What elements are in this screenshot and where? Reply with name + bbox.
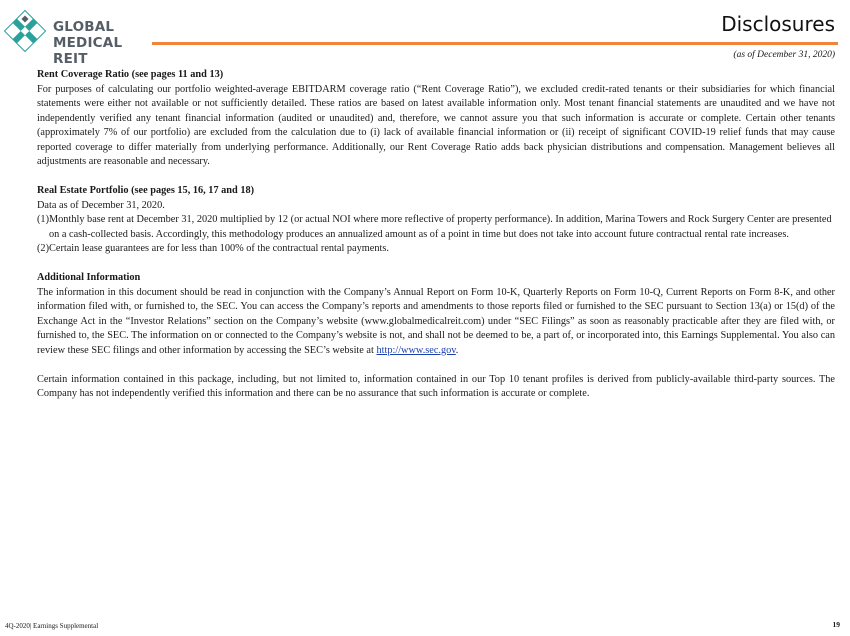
spacer [37,358,835,373]
footnote-item [37,213,835,242]
footnote-number: (1) [37,214,50,225]
page-number: 19 [832,620,840,629]
additional-info-heading: Additional Information [37,272,141,283]
footer-label: 4Q-2020| Earnings Supplemental [5,622,99,630]
footnote-item [37,242,835,257]
third-party-paragraph: Certain information contained in this package, including, but not limited to, information contained in our Top 10 tenant profiles is derived from publicly-available third-party sources. The Company has not independently verified this information and there can be no assurance that such information is accurate or complete. [37,373,835,399]
logo-line-1: GLOBAL [53,19,115,35]
additional-info-text: The information in this document should be read in conjunction with the Company’s Annual Report on Form 10-K, Quarterly Reports on Form 10-Q, Current Reports on Form 8-K, and other information filed with, or furnished to, the SEC. You can access the Company’s reports and amendments to those reports filed or furnished to the SEC pursuant to Section 13(a) or 15(d) of the Exchange Act in the “Investor Relations” section on the Company’s website (www.globalmedicalreit.com) under “SEC Filings” as soon as reasonably practicable after they are filed with, or furnished to, the SEC. The information on or connected to the Company’s website is not, and shall not be deemed to be, a part of, or incorporated into, this Earnings Supplemental. You also can review these SEC filings and other information by accessing the SEC’s website at [37,286,835,356]
real-estate-data-date: Data as of December 31, 2020. [37,199,165,211]
logo-line-2: MEDICAL REIT [53,35,123,67]
spacer [37,170,835,185]
logo-text [53,19,153,67]
spacer [37,257,835,272]
real-estate-heading: Real Estate Portfolio (see pages 15, 16, 17 and 18) [37,185,255,196]
footnote-number: (2) [37,243,50,254]
company-logo [3,9,153,67]
rent-coverage-paragraph: For purposes of calculating our portfolio weighted-average EBITDARM coverage ratio (“Rent Coverage Ratio”), we excluded credit-rated tenants or their subsidiaries for which financial statements were either not available or not sufficiently detailed. These ratios are based on latest available information only. Most tenant financial statements are unaudited and we have not independently verified any tenant financial information (audited or unaudited) and, therefore, we cannot assure you that such information is accurate or complete. Certain other tenants (approximately 7% of our portfolio) are excluded from the calculation due to (i) lack of available financial information or (ii) receipt of significant COVID-19 relief funds that may cause reported coverage to differ materially from underlying performance. Additionally, our Rent Coverage Ratio adds back physician distributions and compensation. Management believes all adjustments are reasonable and necessary. [37,83,835,167]
footnote-text: Certain lease guarantees are for less than 100% of the contractual rental payments. [49,243,389,254]
disclosures-body [37,68,835,402]
additional-info-paragraph [37,286,835,359]
header-divider [152,42,838,45]
rent-coverage-heading: Rent Coverage Ratio (see pages 11 and 13) [37,69,224,80]
logo-mark-icon [3,9,47,53]
footnote-list [37,213,835,257]
page-title: Disclosures [721,12,835,36]
sec-website-link[interactable]: http://www.sec.gov [376,344,456,356]
footnote-text: Monthly base rent at December 31, 2020 multiplied by 12 (or actual NOI where more reflective of property performance). In addition, Marina Towers and Rock Surgery Center are presented on a cash-collected basis. Accordingly, this methodology produces an annualized amount as of a point in time but does not take into account future contractual rental rate increases. [49,214,832,240]
as-of-date: (as of December 31, 2020) [733,50,835,60]
additional-info-period: . [455,344,459,356]
